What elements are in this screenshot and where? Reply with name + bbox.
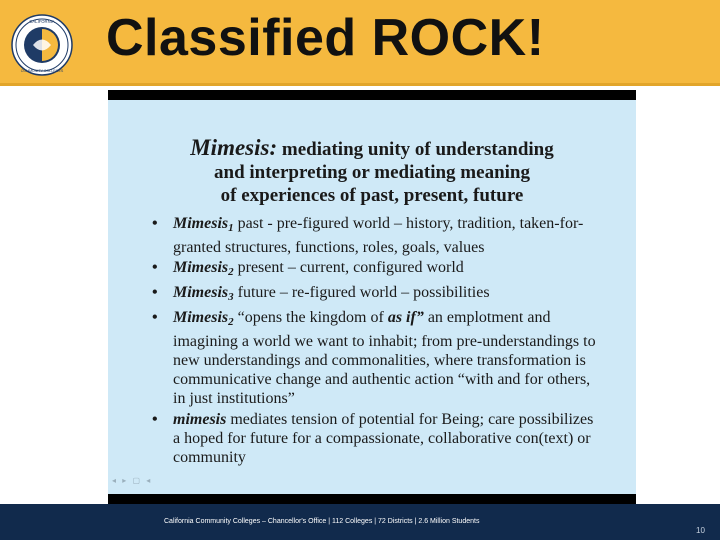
page-number: 10 <box>696 526 705 535</box>
california-community-colleges-logo <box>11 14 73 76</box>
heading-line-2: and interpreting or mediating meaning <box>214 162 530 183</box>
bullet-subscript: 2 <box>228 316 234 328</box>
svg-text:COMMUNITY COLLEGES: COMMUNITY COLLEGES <box>20 69 64 73</box>
bullet-list <box>152 214 602 468</box>
bullet-text: present – current, configured world <box>233 259 464 276</box>
heading-line-1: mediating unity of understanding <box>277 139 554 160</box>
bullet-text: past - pre-figured world – history, tradition, taken-for-granted structures, functions, roles, goals, values <box>173 215 584 256</box>
bullet-subscript: 2 <box>228 266 234 278</box>
bullet-term: Mimesis <box>173 259 229 276</box>
bullet-dot: • <box>152 215 158 232</box>
bullet-item <box>152 258 602 282</box>
bullet-emphasis: as if” <box>387 309 424 326</box>
bullet-subscript: 1 <box>228 222 234 234</box>
svg-text:CALIFORNIA: CALIFORNIA <box>29 19 55 24</box>
bullet-dot: • <box>152 284 158 301</box>
bullet-item <box>152 308 602 408</box>
bullet-text: future – re-figured world – possibilities <box>233 284 490 301</box>
page-title: Classified ROCK! <box>106 9 545 67</box>
bullet-term: Mimesis <box>173 215 229 232</box>
heading-line-3: of experiences of past, present, future <box>220 185 524 206</box>
bullet-text-before: “opens the kingdom of <box>233 309 388 326</box>
bullet-dot: • <box>152 259 158 276</box>
bullet-item <box>152 214 602 257</box>
slide-content <box>108 100 636 494</box>
slide-image-frame <box>108 90 636 504</box>
heading-term: Mimesis: <box>190 135 278 160</box>
slide-heading <box>128 136 616 207</box>
bullet-item <box>152 283 602 307</box>
bullet-text: mediates tension of potential for Being; care possibilizes a hoped for future for a compassionate, collaborative con(text) or community <box>173 411 594 466</box>
slide-nav-controls: ◂ ▸ ▢ ◂ <box>112 476 153 485</box>
header-bar <box>0 0 720 86</box>
bullet-term: Mimesis <box>173 309 229 326</box>
bullet-dot: • <box>152 309 158 326</box>
bullet-item <box>152 410 602 467</box>
bullet-dot: • <box>152 411 158 428</box>
bullet-text-after: an emplotment and imagining a world we want to inhabit; from pre-understandings to new understandings and commonalities, where transformation is communicative change and authentic action “with and for others, in just institutions” <box>173 309 596 407</box>
footer-text: California Community Colleges – Chancellor's Office | 112 Colleges | 72 Districts | 2.6 Million Students <box>164 518 480 525</box>
bullet-subscript: 3 <box>228 291 234 303</box>
bullet-term: Mimesis <box>173 284 229 301</box>
bullet-term: mimesis <box>173 411 227 428</box>
